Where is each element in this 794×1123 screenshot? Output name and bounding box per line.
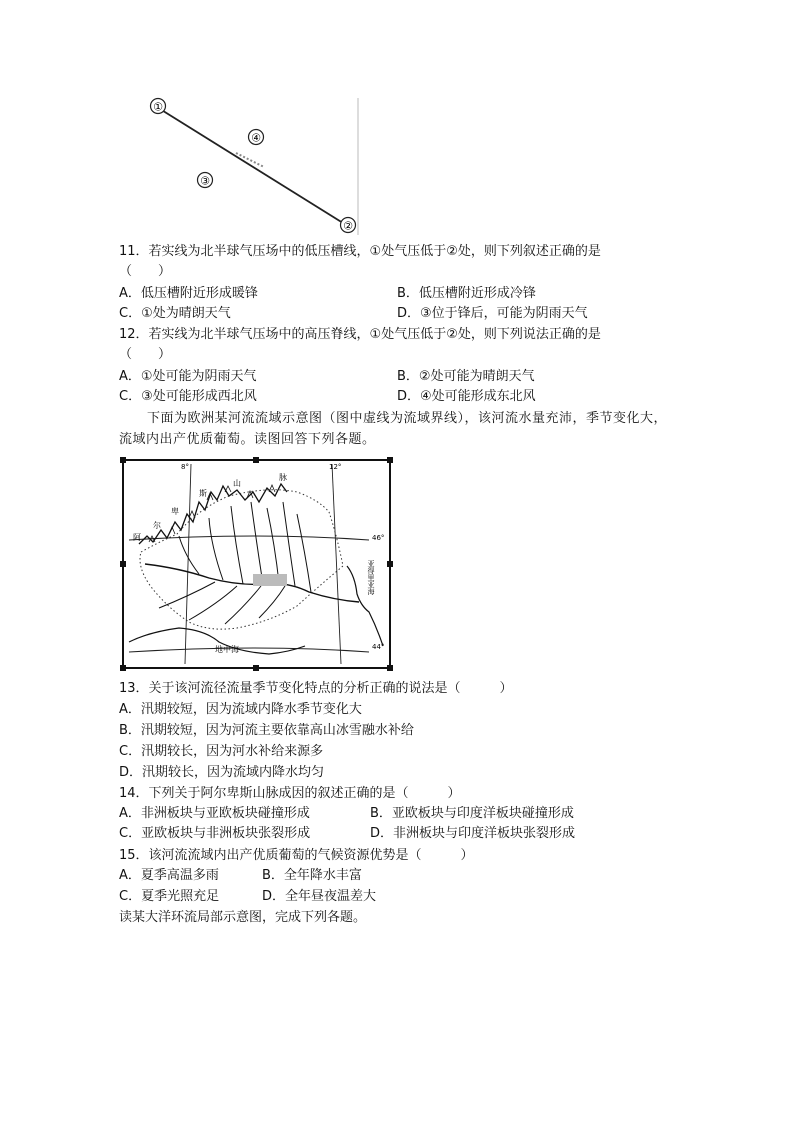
q13-option-a[interactable]: A．汛期较短，因为流域内降水季节变化大 xyxy=(119,702,362,717)
q14-option-d[interactable]: D．非洲板块与印度洋板块张裂形成 xyxy=(370,826,576,841)
q15-option-c[interactable]: C．夏季光照充足 xyxy=(119,889,220,904)
q11-option-d[interactable]: D．③位于锋后，可能为阴雨天气 xyxy=(397,306,588,321)
q12-paren: （ ） xyxy=(119,347,172,362)
q14-stem: 14．下列关于阿尔卑斯山脉成因的叙述正确的是（ ） xyxy=(119,786,461,801)
q11-stem: 11．若实线为北半球气压场中的低压槽线，①处气压低于②处，则下列叙述正确的是 xyxy=(119,244,601,259)
ocean-current-intro: 读某大洋环流局部示意图，完成下列各题。 xyxy=(119,910,367,925)
q15-option-a[interactable]: A．夏季高温多雨 xyxy=(119,868,219,883)
mountain-char-5: 山 xyxy=(233,479,241,488)
map-handle xyxy=(253,457,259,463)
q14-option-a[interactable]: A．非洲板块与亚欧板块碰撞形成 xyxy=(119,806,310,821)
point-3-label: ③ xyxy=(200,174,210,188)
river-basin-map-svg xyxy=(119,456,394,672)
q13-option-b[interactable]: B．汛期较短，因为河流主要依靠高山冰雪融水补给 xyxy=(119,723,414,738)
solid-pressure-line xyxy=(160,109,343,223)
point-1-label: ① xyxy=(153,100,163,114)
map-handle xyxy=(120,561,126,567)
q12-option-d[interactable]: D．④处可能形成东北风 xyxy=(397,389,536,404)
mountain-char-2: 尔 xyxy=(153,521,161,530)
q15-option-b[interactable]: B．全年降水丰富 xyxy=(262,868,362,883)
lon-label-8: 8° xyxy=(181,463,189,471)
mountain-char-4: 斯 xyxy=(199,489,207,498)
q11-paren: （ ） xyxy=(119,264,172,279)
mountain-char-1: 阿 xyxy=(133,533,141,542)
q11-option-a[interactable]: A．低压槽附近形成暖锋 xyxy=(119,286,258,301)
map-handle xyxy=(387,561,393,567)
map-handle xyxy=(387,665,393,671)
q13-option-d[interactable]: D．汛期较长，因为流域内降水均匀 xyxy=(119,765,325,780)
sea-east-label: 亚得里亚海 xyxy=(367,560,375,595)
sea-south-label: 地中海 xyxy=(215,645,239,654)
lat-label-44: 44° xyxy=(372,643,385,651)
pressure-line-figure xyxy=(148,95,363,238)
q13-option-c[interactable]: C．汛期较长，因为河水补给来源多 xyxy=(119,744,324,759)
city-marker xyxy=(253,574,287,586)
q14-option-b[interactable]: B．亚欧板块与印度洋板块碰撞形成 xyxy=(370,806,574,821)
q12-stem: 12．若实线为北半球气压场中的高压脊线，①处气压低于②处，则下列说法正确的是 xyxy=(119,327,601,342)
river-basin-map xyxy=(119,456,394,672)
q12-option-b[interactable]: B．②处可能为晴朗天气 xyxy=(397,369,535,384)
q14-option-c[interactable]: C．亚欧板块与非洲板块张裂形成 xyxy=(119,826,311,841)
mountain-char-3: 卑 xyxy=(171,507,179,516)
q11-option-b[interactable]: B．低压槽附近形成冷锋 xyxy=(397,286,536,301)
map-handle xyxy=(120,457,126,463)
lon-label-12: 12° xyxy=(329,463,342,471)
q12-option-c[interactable]: C．③处可能形成西北风 xyxy=(119,389,257,404)
point-2-label: ② xyxy=(343,219,353,233)
point-4-label: ④ xyxy=(251,131,261,145)
map-handle xyxy=(120,665,126,671)
q11-option-c[interactable]: C．①处为晴朗天气 xyxy=(119,306,231,321)
lat-label-46: 46° xyxy=(372,534,385,542)
map-intro-text: 下面为欧洲某河流流域示意图（图中虚线为流域界线），该河流水量充沛，季节变化大，流域内出产优质葡萄。读图回答下列各题。 xyxy=(119,411,668,447)
q13-stem: 13．关于该河流径流量季节变化特点的分析正确的说法是（ ） xyxy=(119,681,513,696)
pressure-line-diagram xyxy=(148,95,363,238)
map-handle xyxy=(253,665,259,671)
q15-stem: 15．该河流流域内出产优质葡萄的气候资源优势是（ ） xyxy=(119,848,474,863)
mountain-char-6: 脉 xyxy=(279,473,287,482)
q12-option-a[interactable]: A．①处可能为阴雨天气 xyxy=(119,369,257,384)
map-handle xyxy=(387,457,393,463)
q15-option-d[interactable]: D．全年昼夜温差大 xyxy=(262,889,377,904)
